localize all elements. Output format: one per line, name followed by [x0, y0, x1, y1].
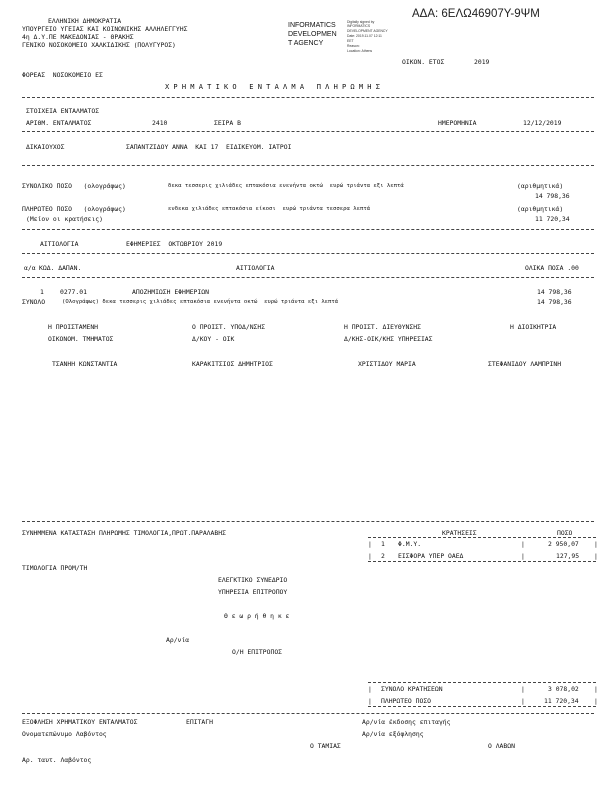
divider	[22, 713, 594, 714]
imerominia-value: 12/12/2019	[523, 119, 562, 127]
table-pipe: |	[521, 540, 525, 548]
lavon: Ο ΛΑΒΩΝ	[488, 742, 515, 750]
row-aa: 1	[40, 288, 44, 296]
table-pipe: |	[594, 540, 598, 548]
divider	[22, 521, 594, 522]
foreas: ΦΟΡΕΑΣ ΝΟΣΟΚΟΜΕΙΟ ΕΣ	[22, 71, 103, 79]
timologia: ΤΙΜΟΛΟΓΙΑ ΠΡΟΜ/ΤΗ	[22, 564, 88, 572]
table-synolo-label: ΣΥΝΟΛΟ	[22, 298, 46, 306]
exoflisis: Αρ/νία εξόφλησης	[362, 730, 424, 738]
signature-line-5: EET	[347, 39, 354, 43]
arithmos-value: 2410	[152, 119, 168, 127]
synoliko-num-label: (αριθμητικά)	[517, 182, 564, 190]
role-proist-ypodnsis: Ο ΠΡΟΙΣΤ. ΥΠΟΔ/ΝΣΗΣ	[192, 323, 266, 331]
divider	[22, 253, 594, 254]
document-title: Χ Ρ Η Μ Α Τ Ι Κ Ο Ε Ν Τ Α Λ Μ Α Π Λ Η Ρ Ω Μ Η Σ	[165, 83, 380, 91]
table-pipe: |	[521, 552, 525, 560]
col-header-aa: α/α	[24, 264, 36, 272]
oikon-etos-value: 2019	[474, 58, 490, 66]
signature-line-7: Location: Athens	[347, 49, 373, 53]
divider	[22, 229, 594, 230]
plirotaio-num-label: (αριθμητικά)	[517, 205, 564, 213]
table-pipe: |	[368, 552, 372, 560]
plirotaio-label: ΠΛΗΡΩΤΕΟ ΠΟΣΟ (ολογράφως)	[22, 205, 126, 213]
divider	[368, 537, 596, 538]
col-header-poso: ΟΛΙΚΑ ΠΟΣΑ .00	[525, 264, 579, 272]
divider	[22, 131, 594, 132]
role-dioikitria: Η ΔΙΟΙΚΗΤΡΙΑ	[510, 323, 557, 331]
synolo-kratiseon-value: 3 078,02	[548, 685, 579, 693]
epitropos: Ο/Η ΕΠΙΤΡΟΠΟΣ	[232, 648, 283, 656]
row-kae: 0277.01	[60, 288, 87, 296]
ekdosi: Αρ/νία έκδοσης επιταγής	[362, 718, 451, 726]
plirotaio-sub: (Μείον οι κρατήσεις)	[26, 215, 103, 223]
table-pipe: |	[594, 552, 598, 560]
signature-line-3: DEVELOPMENT AGENCY	[347, 29, 388, 33]
name-4: ΣΤΕΦΑΝΙΔΟΥ ΛΑΜΠΡΙΝΗ	[488, 360, 562, 368]
seira: ΣΕΙΡΑ Β	[214, 119, 241, 127]
synoliko-words: δεκα τεσσερις χιλιάδες επτακόσια ενενήντα οκτώ ευρώ τριάντα εξι λεπτά	[168, 183, 404, 189]
header-hospital: ΓΕΝΙΚΟ ΝΟΣΟΚΟΜΕΙΟ ΧΑΛΚΙΔΙΚΗΣ (ΠΟΛΥΓΥΡΟΣ)	[22, 41, 176, 49]
theorithike: Θ ε ω ρ ή θ η κ ε	[224, 612, 290, 620]
logo-line-3: T AGENCY	[288, 40, 324, 47]
divider	[22, 165, 594, 166]
imerominia-label: ΗΜΕΡΟΜΗΝΙΑ	[438, 119, 477, 127]
kratiseis-label: ΚΡΑΤΗΣΕΙΣ	[442, 529, 477, 537]
col-header-aitiologia: ΑΙΤΙΟΛΟΓΙΑ	[236, 264, 275, 272]
kratisi-label-1: Φ.Μ.Υ.	[398, 540, 422, 548]
role-oikonom: ΟΙΚΟΝΟΜ. ΤΜΗΜΑΤΟΣ	[48, 335, 114, 343]
plirotaio2-label: ΠΛΗΡΩΤΕΟ ΠΟΣΟ	[381, 697, 432, 705]
table-pipe: |	[368, 685, 372, 693]
role-proist-dieythynsis: Η ΠΡΟΙΣΤ. ΔΙΕΥΘΥΝΣΗΣ	[344, 323, 421, 331]
dikaiouxos-label: ΔΙΚΑΙΟΥΧΟΣ	[26, 143, 65, 151]
row-poso: 14 798,36	[537, 288, 572, 296]
kratisi-no-1: 1	[381, 540, 385, 548]
synoliko-num: 14 798,36	[535, 192, 570, 200]
divider	[368, 561, 596, 562]
header-ministry: ΥΠΟΥΡΓΕΙΟ ΥΓΕΙΑΣ ΚΑΙ ΚΟΙΝΩΝΙΚΗΣ ΑΛΛΗΛΕΓΓΥΗΣ	[22, 25, 188, 33]
synoliko-label: ΣΥΝΟΛΙΚΟ ΠΟΣΟ (ολογράφως)	[22, 182, 126, 190]
table-pipe: |	[521, 685, 525, 693]
table-pipe: |	[368, 697, 372, 705]
aitiologia-label: ΑΙΤΙΟΛΟΓΙΑ	[40, 240, 79, 248]
table-synolo-num: 14 798,36	[537, 298, 572, 306]
kratisi-label-2: ΕΙΣΦΟΡΑ ΥΠΕΡ ΟΑΕΔ	[398, 552, 464, 560]
aitiologia-value: ΕΦΗΜΕΡΙΕΣ ΟΚΤΩΒΡΙΟΥ 2019	[126, 240, 223, 248]
logo-line-2: DEVELOPMEN	[288, 31, 337, 38]
divider	[368, 706, 596, 707]
header-republic: ΕΛΛΗΝΙΚΗ ΔΗΜΟΚΡΑΤΙΑ	[48, 17, 122, 25]
synolo-kratiseon-label: ΣΥΝΟΛΟ ΚΡΑΤΗΣΕΩΝ	[381, 685, 443, 693]
header-dype: 4η Δ.Υ.ΠΕ ΜΑΚΕΔΟΝΙΑΣ - ΘΡΑΚΗΣ	[22, 33, 134, 41]
poso-label: ΠΟΣΟ	[557, 529, 573, 537]
elegktiko: ΕΛΕΓΚΤΙΚΟ ΣΥΝΕΔΡΙΟ	[218, 576, 288, 584]
role-proistameni: Η ΠΡΟΙΣΤΑΜΕΝΗ	[48, 323, 99, 331]
signature-line-4: Date: 2019.11.07 12:11	[347, 34, 382, 38]
onomatepwnymo: Ονοματεπώνυμο Λαβόντος	[22, 730, 107, 738]
plirotaio-words: ενδεκα χιλιάδες επτακόσια είκοσι ευρώ τριάντα τεσσερα λεπτά	[168, 206, 371, 212]
signature-line-2: INFORMATICS	[347, 24, 371, 28]
oikon-etos-label: ΟΙΚΟΝ. ΕΤΟΣ	[402, 58, 445, 66]
col-header-kae: ΚΩΔ. ΔΑΠΑΝ.	[39, 264, 82, 272]
epitagi: ΕΠΙΤΑΓΗ	[186, 718, 213, 726]
dikaiouxos-value: ΣΑΠΑΝΤΖΙΔΟΥ ΑΝΝΑ ΚΑΙ 17 ΕΙΔΙΚΕΥΟΜ. ΙΑΤΡΟΙ	[126, 143, 292, 151]
name-3: ΧΡΙΣΤΙΔΟΥ ΜΑΡΙΑ	[358, 360, 416, 368]
stoixeia-label: ΣΤΟΙΧΕΙΑ ΕΝΤΑΛΜΑΤΟΣ	[26, 107, 100, 115]
synimmena: ΣΥΝΗΜΜΕΝΑ ΚΑΤΑΣΤΑΣΗ ΠΛΗΡΩΜΗΣ ΤΙΜΟΛΟΓΙΑ,ΠΡΩΤ.ΠΑΡΑΛΑΒΗΣ	[22, 529, 226, 537]
name-1: ΤΣΑΝΗΗ ΚΩΝΣΤΑΝΤΙΑ	[52, 360, 118, 368]
table-pipe: |	[594, 685, 598, 693]
table-synolo-words: (Ολογράφως) δεκα τεσσερις χιλιάδες επτακόσια ενενήντα οκτώ ευρώ τριάντα εξι λεπτά	[62, 299, 339, 305]
ypiresia: ΥΠΗΡΕΣΙΑ ΕΠΙΤΡΟΠΟΥ	[218, 588, 288, 596]
ar-nia: Αρ/νία	[166, 636, 190, 644]
role-dkou-oik: Δ/ΚΟΥ - ΟΙΚ	[192, 335, 235, 343]
ada-code: ΑΔΑ: 6ΕΛΩ46907Υ-9ΨΜ	[412, 8, 540, 20]
role-dkis-oik: Δ/ΚΗΣ-ΟΙΚ/ΚΗΣ ΥΠΗΡΕΣΙΑΣ	[344, 335, 433, 343]
plirotaio2-value: 11 720,34	[544, 697, 579, 705]
divider	[368, 682, 596, 683]
plirotaio-num: 11 720,34	[535, 215, 570, 223]
exoflisi: ΕΞΟΦΛΗΣΗ ΧΡΗΜΑΤΙΚΟΥ ΕΝΤΑΛΜΑΤΟΣ	[22, 718, 138, 726]
signature-line-6: Reason:	[347, 44, 360, 48]
kratisi-amount-1: 2 950,07	[548, 540, 579, 548]
signature-line-1: Digitally signed by	[347, 20, 375, 24]
table-pipe: |	[594, 697, 598, 705]
name-2: ΚΑΡΑΚΙΤΣΙΟΣ ΔΗΜΗΤΡΙΟΣ	[192, 360, 273, 368]
ar-taut: Αρ. ταυτ. Λαβόντος	[22, 756, 92, 764]
kratisi-amount-2: 127,95	[556, 552, 580, 560]
divider	[22, 277, 594, 278]
tamias: Ο ΤΑΜΙΑΣ	[310, 742, 341, 750]
divider	[22, 97, 594, 98]
row-desc: ΑΠΟΖΗΜΙΩΣΗ ΕΦΗΜΕΡΙΩΝ	[132, 288, 209, 296]
table-pipe: |	[521, 697, 525, 705]
logo-line-1: INFORMATICS	[288, 22, 336, 29]
arithmos-label: ΑΡΙΘΜ. ΕΝΤΑΛΜΑΤΟΣ	[26, 119, 92, 127]
table-pipe: |	[368, 540, 372, 548]
kratisi-no-2: 2	[381, 552, 385, 560]
